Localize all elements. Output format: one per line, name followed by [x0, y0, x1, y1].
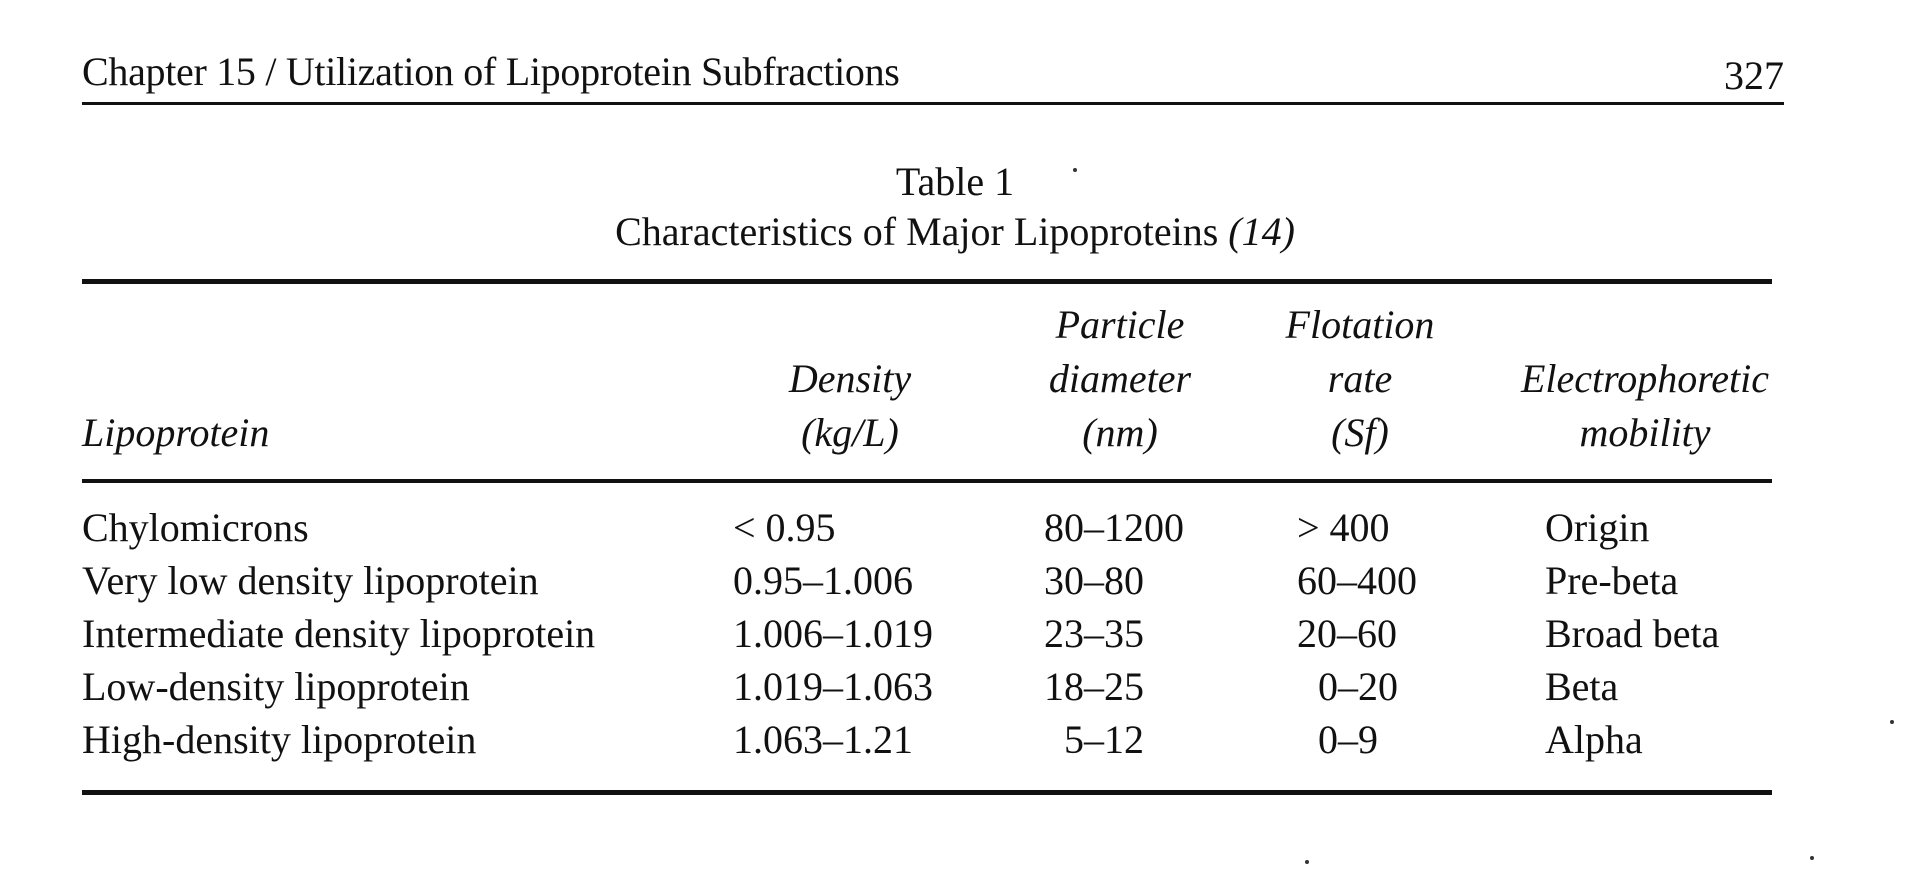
table-citation: (14) [1228, 209, 1295, 254]
header-lipoprotein [82, 298, 269, 460]
header-lipoprotein-label: Lipoprotein [82, 410, 270, 455]
table-title [0, 208, 1910, 255]
page-number: 327 [1724, 53, 1784, 98]
header-particle-diameter: Particle diameter (nm) [1048, 302, 1192, 455]
table-bottom-rule [82, 790, 1772, 795]
header-rule [82, 479, 1772, 483]
table-top-rule [82, 279, 1772, 284]
table-label: Table 1 [895, 159, 1015, 204]
header-density: Density (kg/L) [788, 356, 912, 455]
table-title-text: Characteristics of Major Lipoproteins [615, 209, 1219, 254]
scan-speck [1305, 860, 1309, 864]
scan-speck [1890, 720, 1894, 724]
chapter-title: Chapter 15 / Utilization of Lipoprotein Subfractions [82, 49, 900, 94]
running-head [82, 46, 1784, 105]
scan-speck [1810, 856, 1814, 860]
scan-speck [1073, 168, 1077, 172]
header-flotation-rate: Flotation rate (Sf) [1285, 302, 1435, 455]
header-electrophoretic-mobility: Electrophoretic mobility [1520, 356, 1770, 455]
